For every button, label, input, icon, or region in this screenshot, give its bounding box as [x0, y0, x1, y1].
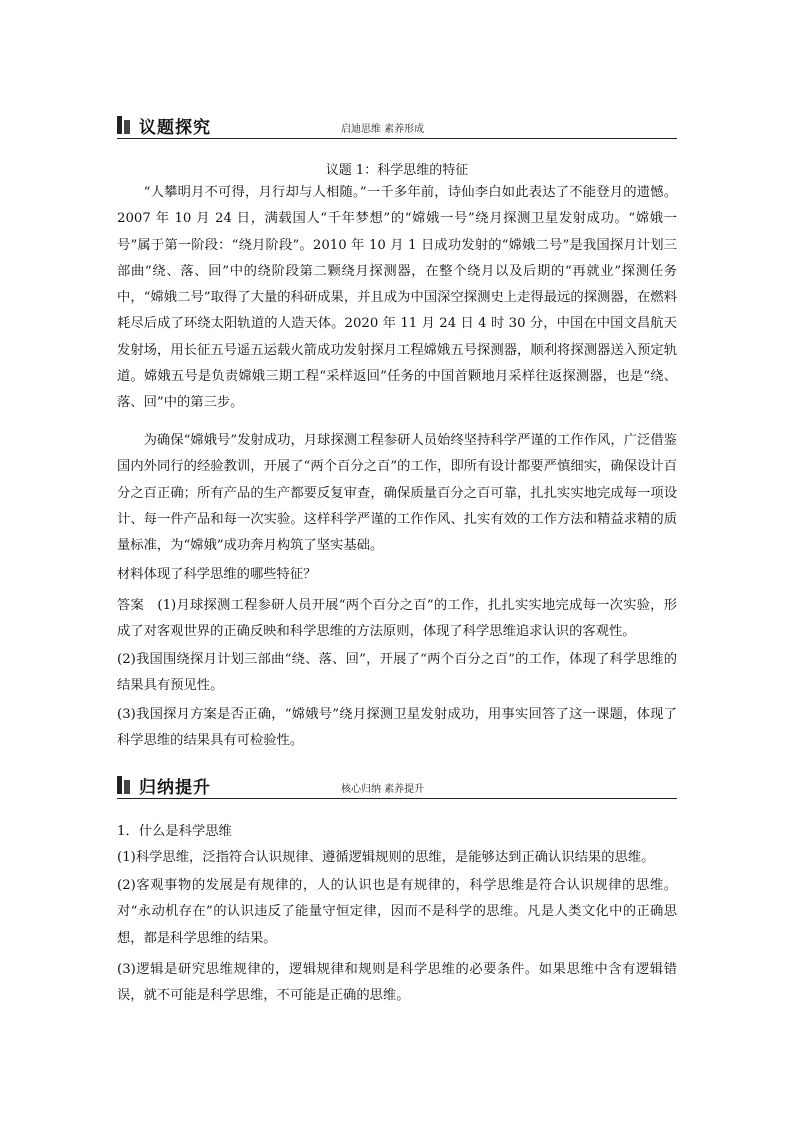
answer-item-1-text: (1)月球探测工程参研人员开展“两个百分之百”的工作，扎扎实实地完成每一次实验，形成了对客观世界的正确反映和科学思维的方法原则，体现了科学思维追求认识的客观性。 [117, 598, 678, 640]
summary-item-2: (2)客观事物的发展是有规律的，人的认识也是有规律的，科学思维是符合认识规律的思维。对“永动机存在”的认识违反了能量守恒定律，因而不是科学的思维。凡是人类文化中的正确思想，都是科学思维的结果。 [117, 878, 677, 946]
answer-item-2: (2)我国围绕探月计划三部曲“绕、落、回”，开展了“两个百分之百”的工作，体现了科学思维的结果具有预见性。 [117, 652, 677, 694]
answer-item-3: (3)我国探月方案是否正确，“嫦娥号”绕月探测卫星发射成功，用事实回答了这一课题，体现了科学思维的结果具有可检验性。 [117, 707, 677, 749]
material-paragraph-2: 为确保“嫦娥号”发射成功，月球探测工程参研人员始终坚持科学严谨的工作作风，广泛借鉴国内外同行的经验教训，开展了“两个百分之百”的工作，即所有设计都要严慎细实，确保设计百分之百正确；所有产品的生产都要反复审查，确保质量百分之百可靠，扎扎实实地完成每一项设计、每一件产品和每一次实验。这样科学严谨的工作作风、扎实有效的工作方法和精益求精的质量标准，为“嫦娥”成功奔月构筑了坚实基础。 [117, 433, 677, 554]
material-paragraph-1: “人攀明月不可得，月行却与人相随。”一千多年前，诗仙李白如此表达了不能登月的遗憾。2007 年 10 月 24 日，满载国人“千年梦想”的“嫦娥一号”绕月探测卫星发射成功。“嫦娥一号”属于第一阶段：“绕月阶段”。2010 年 10 月 1 日成功发射的“嫦娥二号”是我国探月计划三部曲“绕、落、回”中的绕阶段第二颗绕月探测器，在整个绕月以及后期的“再就业”探测任务中，“嫦娥二号”取得了大量的科研成果，并且成为中国深空探测史上走得最远的探测器，在燃料耗尽后成了环绕太阳轨道的人造天体。2020 年 11 月 24 日 4 时 30 分，中国在中国文昌航天发射场，用长征五号遥五运载火箭成功发射探月工程嫦娥五号探测器，顺利将探测器送入预定轨道。嫦娥五号是负责嫦娥三期工程“采样返回”任务的中国首颗地月采样往返探测器，也是“绕、落、回”中的第三步。 [117, 185, 677, 411]
section-marker-icon [117, 116, 133, 134]
summary-heading: 1．什么是科学思维 [117, 824, 232, 839]
topic-title: 议题 1：科学思维的特征 [325, 163, 469, 178]
summary-item-1: (1)科学思维，泛指符合认识规律、遵循逻辑规则的思维，是能够达到正确认识结果的思维。 [117, 850, 655, 865]
summary-item-3: (3)逻辑是研究思维规律的，逻辑规律和规则是科学思维的必要条件。如果思维中含有逻辑错误，就不可能是科学思维，不可能是正确的思维。 [117, 962, 677, 1004]
section-subtitle: 核心归纳 素养提升 [341, 784, 425, 795]
section-header-summary [117, 772, 677, 799]
question-text: 材料体现了科学思维的哪些特征？ [117, 567, 317, 582]
answer-label: 答案 [117, 598, 145, 613]
section-marker-icon [117, 776, 133, 794]
section-title: 议题探究 [139, 118, 211, 138]
section-header-inquiry [117, 112, 677, 139]
section-title: 归纳提升 [139, 778, 211, 798]
answer-item-1 [117, 593, 677, 646]
section-subtitle: 启迪思维 素养形成 [341, 124, 425, 135]
